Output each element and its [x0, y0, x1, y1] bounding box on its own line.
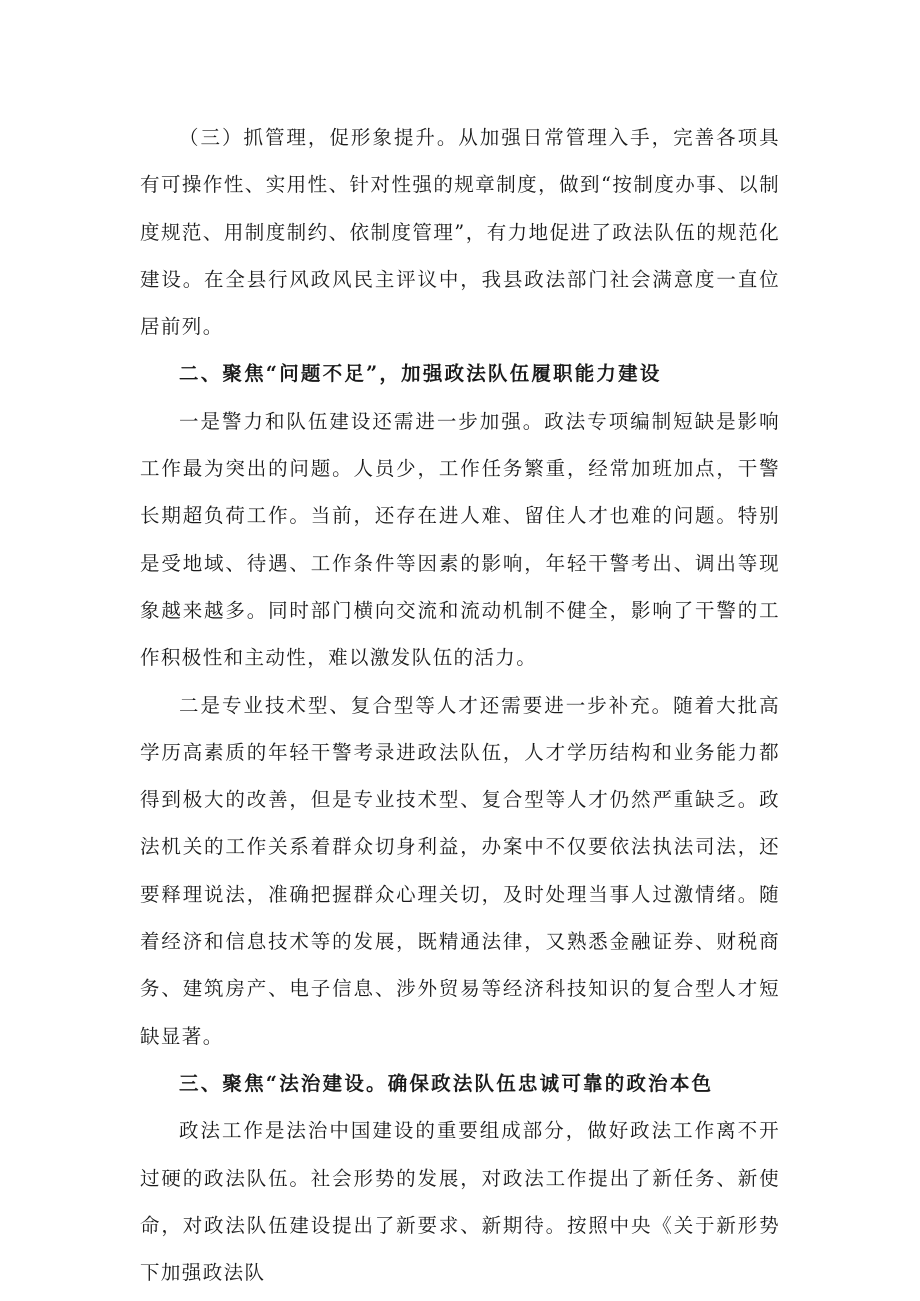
section-heading-three: 三、聚焦“法治建设。确保政法队伍忠诚可靠的政治本色	[179, 1071, 714, 1095]
paragraph-police-force: 一是警力和队伍建设还需进一步加强。政法专项编制短缺是影响工作最为突出的问题。人员少，工作任务繁重，经常加班加点，干警长期超负荷工作。当前，还存在进人难、留住人才也难的问题。特别是受地域、待遇、工作条件等因素的影响，年轻干警考出、调出等现象越来越多。同时部门横向交流和流动机制不健全，影响了干警的工作积极性和主动性，难以激发队伍的活力。	[140, 409, 780, 670]
paragraph-management: （三）抓管理，促形象提升。从加强日常管理入手，完善各项具有可操作性、实用性、针对性强的规章制度，做到“按制度办事、以制度规范、用制度制约、依制度管理”，有力地促进了政法队伍的规范化建设。在全县行风政风民主评议中，我县政法部门社会满意度一直位居前列。	[140, 126, 780, 339]
section-heading-two: 二、聚焦“问题不足”，加强政法队伍履职能力建设	[179, 362, 662, 386]
paragraph-talent: 二是专业技术型、复合型等人才还需要进一步补充。随着大批高学历高素质的年轻干警考录进政法队伍，人才学历结构和业务能力都得到极大的改善，但是专业技术型、复合型等人才仍然严重缺乏。政法机关的工作关系着群众切身利益，办案中不仅要依法执法司法，还要释理说法，准确把握群众心理关切，及时处理当事人过激情绪。随着经济和信息技术等的发展，既精通法律，又熟悉金融证券、财税商务、建筑房产、电子信息、涉外贸易等经济科技知识的复合型人才短缺显著。	[140, 693, 780, 1048]
document-body	[140, 114, 780, 1296]
paragraph-rule-of-law: 政法工作是法治中国建设的重要组成部分，做好政法工作离不开过硬的政法队伍。社会形势的发展，对政法工作提出了新任务、新使命，对政法队伍建设提出了新要求、新期待。按照中央《关于新形势下加强政法队	[140, 1119, 780, 1285]
